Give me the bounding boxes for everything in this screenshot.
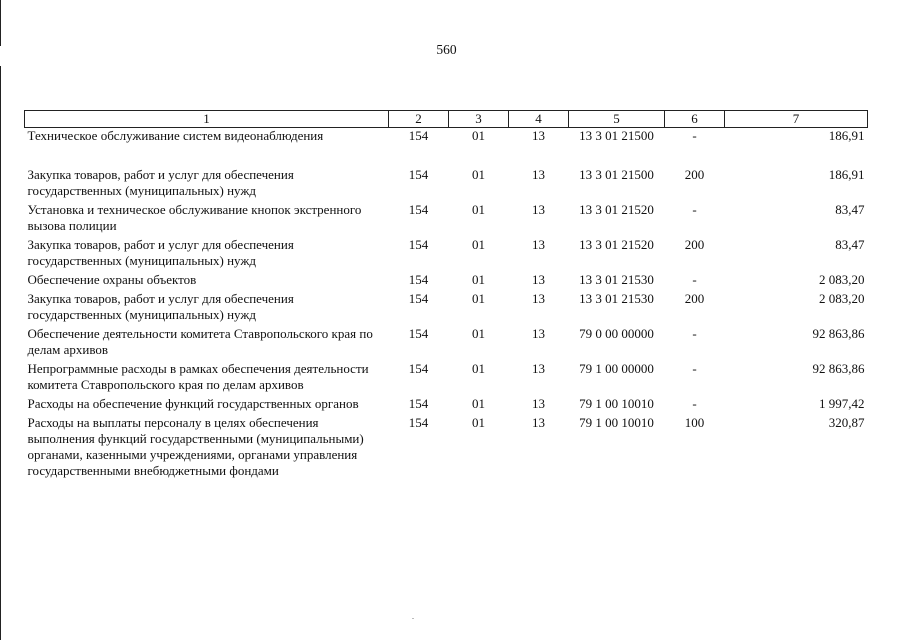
row-name: Установка и техническое обслуживание кнопок экстренного вызова полиции bbox=[27, 202, 362, 233]
cell-chapter: 154 bbox=[408, 128, 429, 143]
cell-target-code: 79 1 00 10010 bbox=[579, 415, 654, 430]
cell-expense-type: 200 bbox=[684, 237, 705, 252]
cell-section: 01 bbox=[472, 291, 485, 306]
table-row bbox=[25, 272, 868, 291]
cell-subsection: 13 bbox=[532, 361, 545, 376]
cell-subsection: 13 bbox=[532, 396, 545, 411]
row-name: Обеспечение охраны объектов bbox=[27, 272, 197, 287]
cell-expense-type: - bbox=[692, 361, 697, 376]
scan-dot bbox=[412, 618, 414, 619]
cell-target-code: 79 1 00 10010 bbox=[579, 396, 654, 411]
column-header: 3 bbox=[449, 111, 509, 128]
cell-section: 01 bbox=[472, 396, 485, 411]
cell-section: 01 bbox=[472, 202, 485, 217]
cell-section: 01 bbox=[472, 272, 485, 287]
cell-subsection: 13 bbox=[532, 167, 545, 182]
cell-amount: 92 863,86 bbox=[812, 326, 865, 341]
cell-expense-type: - bbox=[692, 272, 697, 287]
cell-amount: 83,47 bbox=[835, 237, 865, 252]
cell-chapter: 154 bbox=[408, 202, 429, 217]
cell-target-code: 13 3 01 21530 bbox=[579, 291, 654, 306]
table-row bbox=[25, 361, 868, 396]
column-header: 1 bbox=[25, 111, 389, 128]
cell-expense-type: - bbox=[692, 326, 697, 341]
cell-amount: 92 863,86 bbox=[812, 361, 865, 376]
cell-chapter: 154 bbox=[408, 396, 429, 411]
cell-chapter: 154 bbox=[408, 326, 429, 341]
cell-subsection: 13 bbox=[532, 237, 545, 252]
cell-subsection: 13 bbox=[532, 326, 545, 341]
cell-amount: 186,91 bbox=[828, 128, 865, 143]
cell-section: 01 bbox=[472, 128, 485, 143]
table-row bbox=[25, 415, 868, 482]
cell-expense-type: 100 bbox=[684, 415, 705, 430]
cell-chapter: 154 bbox=[408, 272, 429, 287]
cell-chapter: 154 bbox=[408, 237, 429, 252]
row-name: Техническое обслуживание систем видеонаблюдения bbox=[27, 128, 324, 143]
cell-section: 01 bbox=[472, 167, 485, 182]
cell-subsection: 13 bbox=[532, 202, 545, 217]
column-header: 7 bbox=[725, 111, 868, 128]
cell-target-code: 13 3 01 21520 bbox=[579, 202, 654, 217]
cell-amount: 1 997,42 bbox=[819, 396, 865, 411]
cell-amount: 2 083,20 bbox=[819, 272, 865, 287]
cell-subsection: 13 bbox=[532, 272, 545, 287]
cell-expense-type: - bbox=[692, 128, 697, 143]
table-row bbox=[25, 128, 868, 168]
cell-section: 01 bbox=[472, 237, 485, 252]
cell-chapter: 154 bbox=[408, 167, 429, 182]
row-name: Непрограммные расходы в рамках обеспечения деятельности комитета Ставропольского края по делам архивов bbox=[27, 361, 369, 392]
column-header: 6 bbox=[665, 111, 725, 128]
cell-subsection: 13 bbox=[532, 291, 545, 306]
row-name: Закупка товаров, работ и услуг для обеспечения государственных (муниципальных) нужд bbox=[27, 167, 294, 198]
column-header: 5 bbox=[569, 111, 665, 128]
cell-amount: 320,87 bbox=[828, 415, 865, 430]
table-row bbox=[25, 396, 868, 415]
table-row bbox=[25, 237, 868, 272]
cell-expense-type: - bbox=[692, 396, 697, 411]
table-row bbox=[25, 326, 868, 361]
cell-expense-type: 200 bbox=[684, 291, 705, 306]
cell-target-code: 13 3 01 21530 bbox=[579, 272, 654, 287]
cell-section: 01 bbox=[472, 326, 485, 341]
cell-amount: 2 083,20 bbox=[819, 291, 865, 306]
column-header: 4 bbox=[509, 111, 569, 128]
cell-subsection: 13 bbox=[532, 415, 545, 430]
cell-expense-type: - bbox=[692, 202, 697, 217]
cell-target-code: 13 3 01 21500 bbox=[579, 128, 654, 143]
page-number: 560 bbox=[436, 42, 457, 57]
cell-chapter: 154 bbox=[408, 361, 429, 376]
row-name: Расходы на обеспечение функций государственных органов bbox=[27, 396, 359, 411]
row-name: Закупка товаров, работ и услуг для обеспечения государственных (муниципальных) нужд bbox=[27, 237, 294, 268]
cell-chapter: 154 bbox=[408, 291, 429, 306]
cell-section: 01 bbox=[472, 415, 485, 430]
column-header: 2 bbox=[389, 111, 449, 128]
cell-amount: 186,91 bbox=[828, 167, 865, 182]
row-name: Расходы на выплаты персоналу в целях обеспечения выполнения функций государственными (муниципальными) органами, казенными учреждениями, органами управления государственными внебюджетными фондами bbox=[27, 415, 364, 478]
cell-subsection: 13 bbox=[532, 128, 545, 143]
scan-edge-mark bbox=[0, 0, 1, 46]
table-row bbox=[25, 167, 868, 202]
table-row bbox=[25, 291, 868, 326]
table-row bbox=[25, 202, 868, 237]
cell-target-code: 79 0 00 00000 bbox=[579, 326, 654, 341]
cell-target-code: 79 1 00 00000 bbox=[579, 361, 654, 376]
cell-expense-type: 200 bbox=[684, 167, 705, 182]
cell-target-code: 13 3 01 21500 bbox=[579, 167, 654, 182]
scan-edge-mark bbox=[0, 66, 1, 640]
cell-section: 01 bbox=[472, 361, 485, 376]
cell-chapter: 154 bbox=[408, 415, 429, 430]
row-name: Обеспечение деятельности комитета Ставропольского края по делам архивов bbox=[27, 326, 373, 357]
cell-target-code: 13 3 01 21520 bbox=[579, 237, 654, 252]
table-header-row bbox=[25, 111, 868, 128]
budget-table bbox=[24, 110, 868, 482]
row-name: Закупка товаров, работ и услуг для обеспечения государственных (муниципальных) нужд bbox=[27, 291, 294, 322]
cell-amount: 83,47 bbox=[835, 202, 865, 217]
